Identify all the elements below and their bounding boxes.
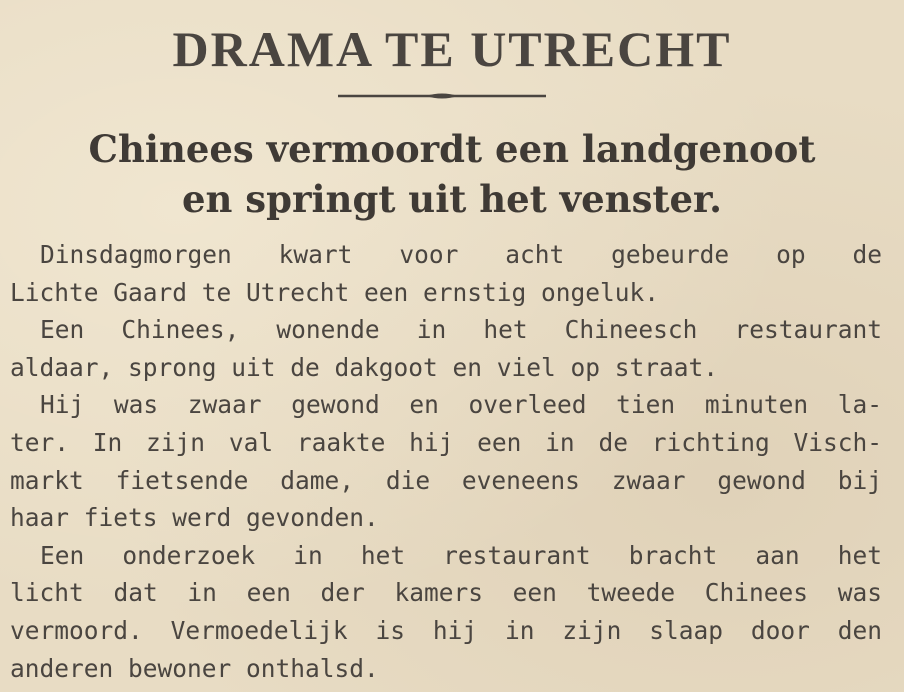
paragraph: [10, 311, 882, 386]
paragraph: [10, 537, 882, 687]
subheadline-line-1: Chinees vermoordt een landgenoot: [88, 127, 816, 171]
text-line: haar fiets werd gevonden.: [10, 503, 379, 533]
text-line: Hij was zwaar gewond en overleed tien minuten la-: [40, 390, 882, 420]
text-line: aldaar, sprong uit de dakgoot en viel op straat.: [10, 352, 719, 382]
article-body: [10, 236, 882, 687]
headline: DRAMA TE UTRECHT: [172, 21, 732, 77]
text-line: anderen bewoner onthalsd.: [10, 653, 379, 683]
paragraph: [10, 236, 882, 311]
text-line: Een onderzoek in het restaurant bracht aan het: [40, 540, 882, 570]
paragraph: [10, 386, 882, 536]
text-line: Een Chinees, wonende in het Chineesch restaurant: [40, 315, 882, 345]
text-line: markt fietsende dame, die eveneens zwaar gewond bij: [10, 465, 882, 495]
subheadline: [0, 124, 904, 224]
text-line: licht dat in een der kamers een tweede Chinees was: [10, 578, 882, 608]
text-line: vermoord. Vermoedelijk is hij in zijn slaap door den: [10, 615, 882, 645]
ornamental-divider: [338, 92, 546, 100]
text-line: Lichte Gaard te Utrecht een ernstig ongeluk.: [10, 277, 660, 307]
text-line: Dinsdagmorgen kwart voor acht gebeurde op de: [40, 240, 882, 269]
subheadline-line-2: en springt uit het venster.: [181, 177, 723, 221]
text-line: ter. In zijn val raakte hij een in de richting Visch-: [10, 427, 882, 457]
